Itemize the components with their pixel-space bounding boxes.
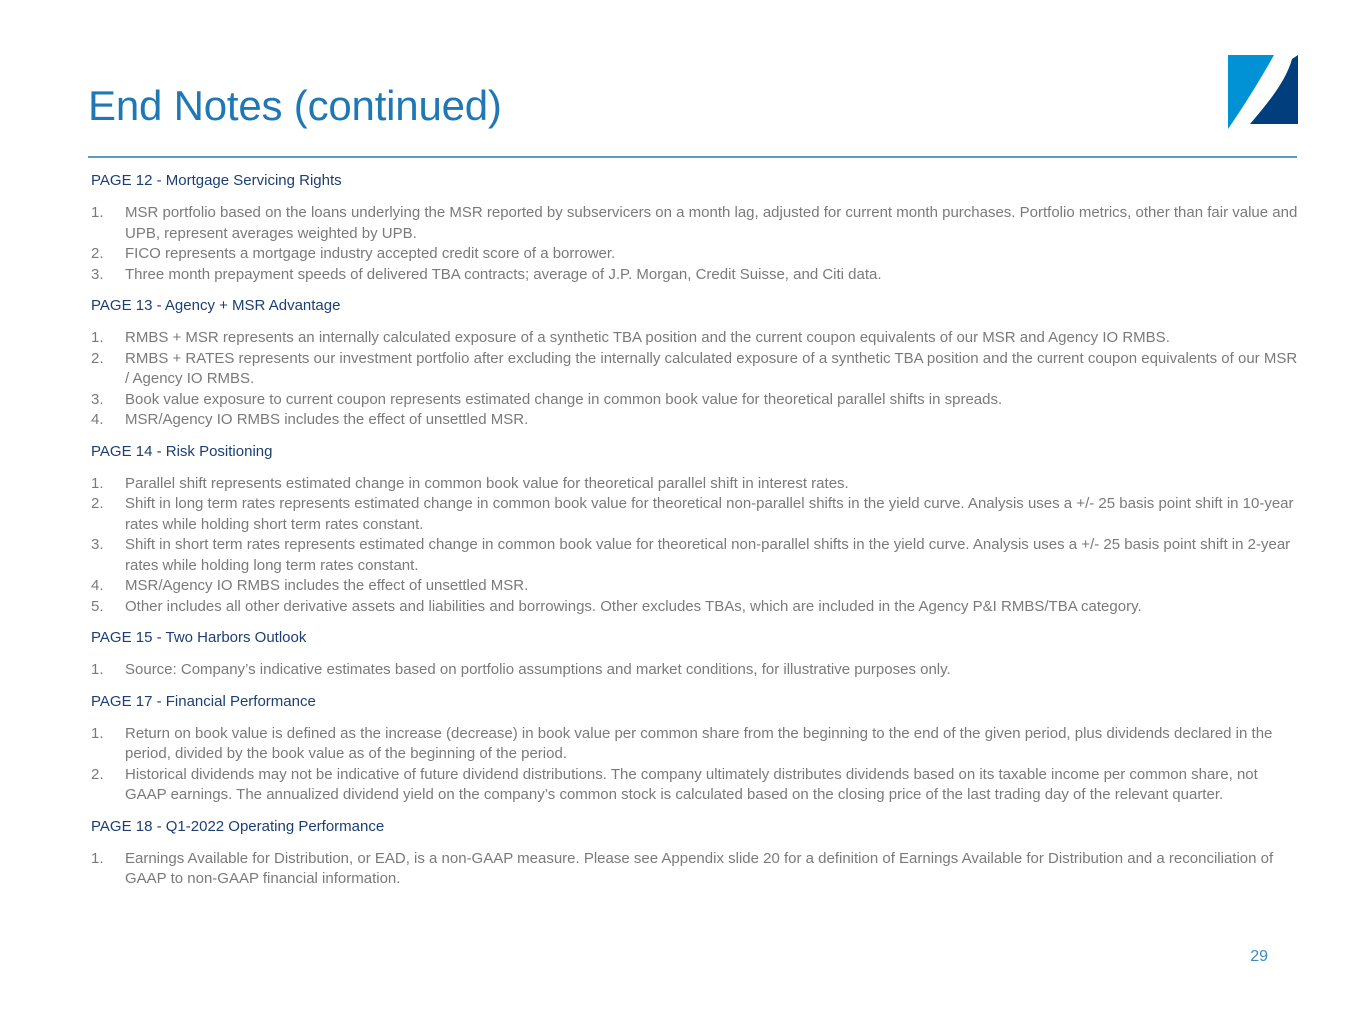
page-title: End Notes (continued)	[88, 82, 502, 129]
header-divider	[88, 156, 1297, 158]
note-item	[91, 849, 1301, 890]
note-number: 3.	[91, 536, 104, 553]
note-item	[91, 410, 1301, 431]
note-number: 1.	[91, 724, 104, 742]
note-number: 4.	[91, 411, 104, 428]
note-number: 1.	[91, 329, 104, 346]
note-number: 4.	[91, 577, 104, 594]
note-list	[91, 849, 1301, 890]
note-number: 2.	[91, 245, 104, 262]
note-text: Source: Company’s indicative estimates based on portfolio assumptions and market conditions, for illustrative purposes only.	[125, 661, 951, 678]
note-number: 1.	[91, 849, 104, 867]
note-number: 2.	[91, 349, 104, 367]
note-item	[91, 203, 1301, 244]
note-number: 2.	[91, 495, 104, 512]
note-item	[91, 328, 1301, 349]
note-item	[91, 244, 1301, 265]
note-text: MSR/Agency IO RMBS includes the effect of unsettled MSR.	[125, 411, 529, 428]
section-heading: PAGE 18 - Q1-2022 Operating Performance	[91, 817, 385, 835]
note-number: 2.	[91, 765, 104, 783]
note-number: 1.	[91, 474, 104, 492]
note-number: 3.	[91, 265, 104, 283]
note-text: Shift in short term rates represents estimated change in common book value for theoretical non-parallel shifts in the yield curve. Analysis uses a +/- 25 basis point shift in 2-year rates while holding long term rates constant.	[125, 536, 1291, 574]
section-heading: PAGE 13 - Agency + MSR Advantage	[91, 297, 341, 314]
section-heading: PAGE 14 - Risk Positioning	[91, 442, 273, 460]
note-text: Return on book value is defined as the increase (decrease) in book value per common share from the beginning to the end of the given period, plus dividends declared in the period, divided by the book value as of the beginning of the period.	[125, 724, 1273, 762]
note-list	[91, 660, 1301, 681]
note-text: RMBS + RATES represents our investment portfolio after excluding the internally calculated exposure of a synthetic TBA position and the current coupon equivalents of our MSR / Agency IO RMBS.	[125, 349, 1298, 387]
note-list	[91, 724, 1301, 806]
note-item	[91, 535, 1301, 576]
note-item	[91, 349, 1301, 390]
section-heading: PAGE 17 - Financial Performance	[91, 692, 316, 710]
note-text: Other includes all other derivative assets and liabilities and borrowings. Other excludes TBAs, which are included in the Agency P&I RMBS/TBA category.	[125, 597, 1142, 615]
note-text: Earnings Available for Distribution, or EAD, is a non-GAAP measure. Please see Appendix slide 20 for a definition of Earnings Available for Distribution and a reconciliation of GAAP to non-GAAP financial information.	[125, 849, 1274, 887]
note-text: MSR/Agency IO RMBS includes the effect of unsettled MSR.	[125, 577, 529, 594]
note-item	[91, 474, 1301, 495]
note-number: 3.	[91, 390, 104, 408]
note-item	[91, 576, 1301, 597]
note-item	[91, 390, 1301, 411]
end-notes-content	[91, 171, 1301, 901]
note-item	[91, 597, 1301, 618]
note-item	[91, 724, 1301, 765]
note-number: 5.	[91, 597, 104, 615]
note-text: Historical dividends may not be indicative of future dividend distributions. The company ultimately distributes dividends based on its taxable income per common share, not GAAP earnings. The annualized dividend yield on the company’s common stock is calculated based on the closing price of the last trading day of the relevant quarter.	[125, 765, 1258, 803]
company-logo-icon	[1228, 55, 1298, 129]
page-number: 29	[1250, 948, 1268, 965]
note-item	[91, 660, 1301, 681]
note-item	[91, 265, 1301, 286]
note-list	[91, 203, 1301, 285]
note-number: 1.	[91, 204, 104, 221]
note-item	[91, 765, 1301, 806]
note-list	[91, 328, 1301, 431]
section-heading: PAGE 12 - Mortgage Servicing Rights	[91, 172, 342, 189]
note-text: RMBS + MSR represents an internally calculated exposure of a synthetic TBA position and the current coupon equivalents of our MSR and Agency IO RMBS.	[125, 329, 1170, 346]
note-text: Book value exposure to current coupon represents estimated change in common book value for theoretical parallel shifts in spreads.	[125, 390, 1003, 408]
note-item	[91, 494, 1301, 535]
note-text: Shift in long term rates represents estimated change in common book value for theoretical non-parallel shifts in the yield curve. Analysis uses a +/- 25 basis point shift in 10-year rates while holding short term rates constant.	[125, 495, 1294, 533]
section-heading: PAGE 15 - Two Harbors Outlook	[91, 629, 307, 646]
note-text: MSR portfolio based on the loans underlying the MSR reported by subservicers on a month lag, adjusted for current month purchases. Portfolio metrics, other than fair value and UPB, represent averages weighted by UPB.	[125, 204, 1298, 242]
note-list	[91, 474, 1301, 618]
note-text: Parallel shift represents estimated change in common book value for theoretical parallel shift in interest rates.	[125, 474, 849, 492]
note-text: FICO represents a mortgage industry accepted credit score of a borrower.	[125, 245, 616, 262]
note-number: 1.	[91, 661, 104, 678]
note-text: Three month prepayment speeds of delivered TBA contracts; average of J.P. Morgan, Credit Suisse, and Citi data.	[125, 265, 882, 283]
